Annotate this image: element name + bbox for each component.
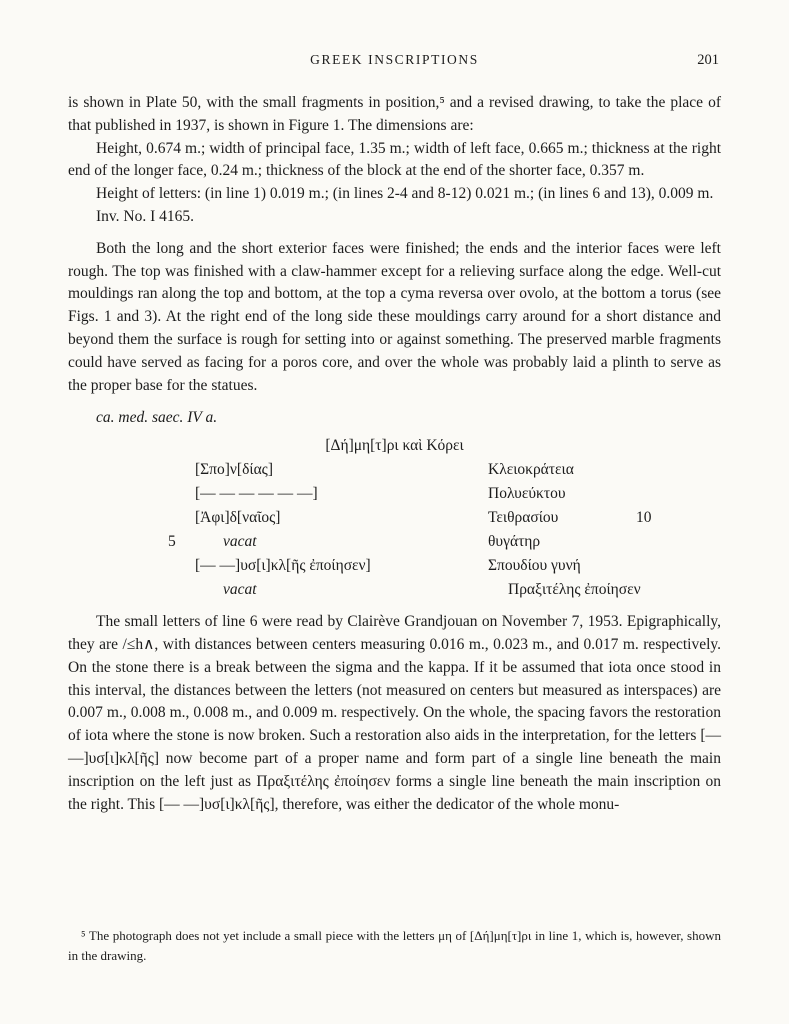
inscription-date: ca. med. saec. IV a. bbox=[96, 409, 218, 427]
page-body bbox=[68, 92, 721, 816]
inscription-heading: [Δή]μη[τ]ρι καὶ Κόρει bbox=[325, 437, 464, 455]
inscription-row bbox=[68, 578, 721, 602]
inscription-left-text: [Σπο]ν[δίας] bbox=[195, 461, 273, 479]
line-number-right: 10 bbox=[636, 509, 652, 527]
running-head-title: GREEK INSCRIPTIONS bbox=[310, 52, 479, 67]
footnote: ⁵ The photograph does not yet include a small piece with the letters μη of [Δή]μη[τ]ρι in line 1, which is, however, shown in the drawing. bbox=[68, 928, 721, 963]
inscription-row bbox=[68, 530, 721, 554]
paragraph-inventory: Inv. No. I 4165. bbox=[96, 207, 195, 225]
inscription-right-text: Πολυεύκτου bbox=[488, 485, 566, 503]
inscription-left-text: [Ἀφι]δ[ναῖος] bbox=[195, 509, 281, 527]
inscription-row bbox=[68, 554, 721, 578]
inscription-row bbox=[68, 482, 721, 506]
paragraph-description: Both the long and the short exterior faces were finished; the ends and the interior faces were left rough. The top was finished with a claw-hammer except for a relieving surface along the edge. Well-cut mouldings ran along the top and bottom, at the top a cyma reversa over ovolo, at the bottom a torus (see Figs. 1 and 3). At the right end of the long side these mouldings carry around for a short distance and beyond them the surface is rough for setting into or against something. The preserved marble fragments could have served as facing for a poros core, and over the whole was probably laid a plinth to serve as the proper base for the statues. bbox=[68, 239, 721, 394]
inscription-right-text: θυγάτηρ bbox=[488, 533, 541, 551]
inscription-row bbox=[68, 506, 721, 530]
paragraph-intro: is shown in Plate 50, with the small fragments in position,⁵ and a revised drawing, to take the place of that published in 1937, is shown in Figure 1. The dimensions are: bbox=[68, 94, 721, 134]
inscription-left-text: vacat bbox=[223, 533, 257, 551]
line-number-left: 5 bbox=[168, 533, 176, 551]
running-head bbox=[68, 52, 721, 76]
inscription-left-text: [— —]υσ[ι]κλ[ῆς ἐποίησεν] bbox=[195, 557, 371, 575]
inscription-block bbox=[68, 407, 721, 602]
inscription-left-text: vacat bbox=[223, 581, 257, 599]
paragraph-letter-heights: Height of letters: (in line 1) 0.019 m.; (in lines 2-4 and 8-12) 0.021 m.; (in lines 6 and 13), 0.009 m. bbox=[96, 185, 714, 203]
inscription-right-text: Σπουδίου γυνή bbox=[488, 557, 581, 575]
inscription-left-text: [— — — — — —] bbox=[195, 485, 318, 503]
paragraph-analysis: The small letters of line 6 were read by Clairève Grandjouan on November 7, 1953. Epigraphically, they are /≤h∧, with distances between centers measuring 0.016 m., 0.023 m., and 0.017 m. respectively. On the stone there is a break between the sigma and the kappa. If it be assumed that iota once stood in this interval, the distances between the letters (not measured on centers but measured as interspaces) are 0.007 m., 0.008 m., 0.008 m., and 0.009 m. respectively. On the whole, the spacing favors the restoration of iota where the stone is now broken. Such a restoration also aids in the interpretation, for the letters [— —]υσ[ι]κλ[ῆς] now become part of a proper name and form part of a single line beneath the main inscription on the left just as Πραξιτέλης ἐποίησεν forms a single line beneath the main inscription on the right. This [— —]υσ[ι]κλ[ῆς], therefore, was either the dedicator of the whole monu- bbox=[68, 613, 721, 813]
paragraph-dimensions: Height, 0.674 m.; width of principal face, 1.35 m.; width of left face, 0.665 m.; thickness at the right end of the longer face, 0.24 m.; thickness of the block at the end of the shorter face, 0.357 m. bbox=[68, 139, 721, 180]
page-number: 201 bbox=[697, 52, 719, 68]
inscription-right-text: Κλειοκράτεια bbox=[488, 461, 574, 479]
inscription-right-text: Τειθρασίου bbox=[488, 509, 559, 527]
inscription-right-text: Πραξιτέλης ἐποίησεν bbox=[508, 581, 641, 599]
inscription-row bbox=[68, 458, 721, 482]
